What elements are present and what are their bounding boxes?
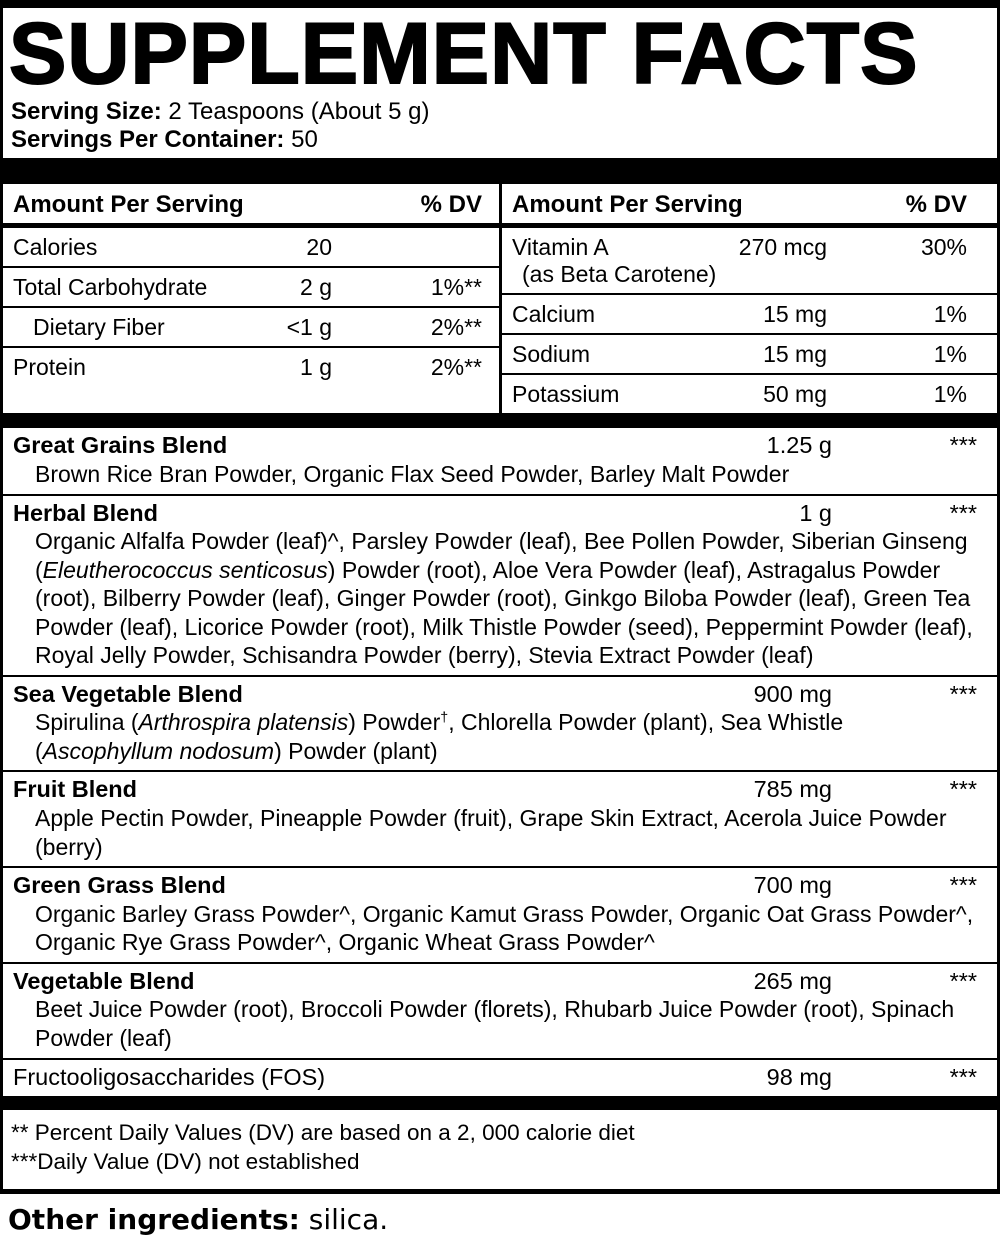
blend-ingredients: Organic Alfalfa Powder (leaf)^, Parsley Powder (leaf), Bee Pollen Powder, Siberian Ginseng (Eleutherococcus senticosus) Powder (root), Aloe Vera Powder (leaf), Astragalus Powder (root), Bilberry Powder (leaf), Ginger Powder (root), Ginkgo Biloba Powder (leaf), Green Tea Powder (leaf), Licorice Powder (root), Milk Thistle Powder (seed), Peppermint Powder (leaf), Royal Jelly Powder, Schisandra Powder (berry), Stevia Extract Powder (leaf) (35, 528, 973, 669)
blend-dv: *** (949, 432, 977, 459)
nutrient-name: Dietary Fiber (33, 314, 165, 341)
blend-amount: 1.25 g (766, 432, 832, 459)
table-header-right (500, 184, 997, 223)
column-divider (499, 184, 502, 413)
separator-bar-middle (3, 413, 997, 428)
blend-header (13, 1063, 977, 1092)
nutrient-table-right (500, 184, 997, 413)
nutrient-amount: 1 g (300, 354, 332, 381)
table-row-vitamin-a (500, 228, 997, 295)
nutrient-amount: 270 mcg (738, 234, 827, 261)
table-row-calories (3, 228, 500, 268)
table-row-total-carbohydrate (3, 268, 500, 308)
blend-header (13, 775, 977, 804)
nutrient-amount: 15 mg (763, 341, 827, 368)
nutrient-amount: 50 mg (763, 381, 827, 408)
blend-great-grains (3, 428, 997, 493)
nutrient-tables (3, 184, 997, 413)
nutrient-dv: 2%** (430, 314, 482, 341)
amount-per-serving-header: Amount Per Serving (13, 191, 244, 219)
nutrient-name: Protein (13, 354, 86, 381)
nutrient-amount: 15 mg (763, 301, 827, 328)
blend-header (13, 871, 977, 900)
percent-dv-header: % DV (420, 191, 482, 219)
percent-dv-header: % DV (905, 191, 967, 219)
nutrient-name-main: Vitamin A (512, 234, 609, 261)
blend-name: Fruit Blend (13, 776, 138, 803)
blend-green-grass (3, 866, 997, 962)
blend-ingredients: Spirulina (Arthrospira platensis) Powder†, Chlorella Powder (plant), Sea Whistle (Ascophyllum nodosum) Powder (plant) (35, 709, 844, 764)
nutrient-name-sub: (as Beta Carotene) (522, 261, 717, 288)
blend-fruit (3, 770, 997, 866)
nutrient-dv: 1% (933, 381, 967, 408)
footnote-dv-not-established: ***Daily Value (DV) not established (11, 1149, 360, 1175)
amount-per-serving-header: Amount Per Serving (512, 191, 743, 219)
table-row-potassium (500, 375, 997, 413)
blend-amount: 900 mg (753, 680, 832, 707)
row-fructooligosaccharides (3, 1058, 997, 1097)
nutrient-dv: 1% (933, 341, 967, 368)
blend-dv: *** (949, 680, 977, 707)
nutrient-name: Potassium (512, 381, 620, 408)
blend-vegetable (3, 962, 997, 1058)
nutrient-amount: 2 g (300, 274, 332, 301)
other-ingredients-label: Other ingredients: (8, 1202, 300, 1236)
blend-amount: 785 mg (753, 776, 832, 803)
blend-dv: *** (949, 499, 977, 526)
nutrient-dv: 1%** (430, 274, 482, 301)
table-header-left (3, 184, 500, 223)
blend-header (13, 680, 977, 709)
blend-amount: 1 g (799, 499, 832, 526)
table-row-dietary-fiber (3, 308, 500, 348)
blend-dv: *** (949, 1063, 977, 1090)
nutrient-dv: 2%** (430, 354, 482, 381)
blend-amount: 700 mg (753, 872, 832, 899)
blend-ingredients: Apple Pectin Powder, Pineapple Powder (fruit), Grape Skin Extract, Acerola Juice Powder (berry) (35, 805, 947, 860)
blend-herbal (3, 494, 997, 675)
nutrient-table-left (3, 184, 500, 413)
blend-sea-vegetable (3, 675, 997, 771)
blend-header (13, 967, 977, 996)
blend-name: Great Grains Blend (13, 432, 228, 459)
nutrient-dv: 1% (933, 301, 967, 328)
other-ingredients-line (0, 1203, 1000, 1236)
blend-amount: 265 mg (753, 967, 832, 994)
nutrient-name: Calories (13, 234, 98, 261)
nutrient-dv: 30% (920, 234, 967, 261)
blend-ingredients: Organic Barley Grass Powder^, Organic Kamut Grass Powder, Organic Oat Grass Powder^, Organic Rye Grass Powder^, Organic Wheat Grass Powder^ (35, 900, 974, 956)
nutrient-name: Calcium (512, 301, 596, 328)
blend-ingredients: Brown Rice Bran Powder, Organic Flax Seed Powder, Barley Malt Powder (35, 461, 790, 487)
blend-name: Sea Vegetable Blend (13, 680, 243, 707)
table-row-calcium (500, 295, 997, 335)
separator-bar-top (3, 158, 997, 184)
table-row-protein (3, 348, 500, 386)
blend-amount: 98 mg (766, 1063, 832, 1090)
serving-size-label: Serving Size: (11, 97, 162, 125)
supplement-facts-title: SUPPLEMENT FACTS (9, 6, 919, 102)
servings-per-container-line (11, 126, 989, 154)
blend-name: Vegetable Blend (13, 967, 195, 994)
blend-name: Herbal Blend (13, 499, 158, 526)
footnote-daily-values: ** Percent Daily Values (DV) are based on a 2, 000 calorie diet (11, 1120, 635, 1146)
serving-size-value: 2 Teaspoons (About 5 g) (161, 97, 430, 125)
blend-dv: *** (949, 872, 977, 899)
footnotes (3, 1110, 997, 1189)
blend-name: Green Grass Blend (13, 872, 226, 899)
servings-per-container-value: 50 (284, 125, 318, 153)
blend-header (13, 431, 977, 460)
blend-dv: *** (949, 776, 977, 803)
nutrient-name: Sodium (512, 341, 590, 368)
nutrient-amount: <1 g (286, 314, 332, 341)
nutrient-name: Total Carbohydrate (13, 274, 208, 301)
blend-header (13, 499, 977, 528)
separator-bar-bottom (3, 1096, 997, 1110)
blend-dv: *** (949, 967, 977, 994)
servings-per-container-label: Servings Per Container: (11, 125, 285, 153)
serving-info (3, 96, 997, 159)
other-ingredients-value: silica. (299, 1202, 389, 1236)
nutrient-name (512, 234, 739, 288)
blend-name: Fructooligosaccharides (FOS) (13, 1063, 326, 1090)
blend-ingredients: Beet Juice Powder (root), Broccoli Powder (florets), Rhubarb Juice Powder (root), Spinach Powder (leaf) (35, 996, 955, 1051)
nutrient-amount: 20 (306, 234, 332, 261)
table-row-sodium (500, 335, 997, 375)
